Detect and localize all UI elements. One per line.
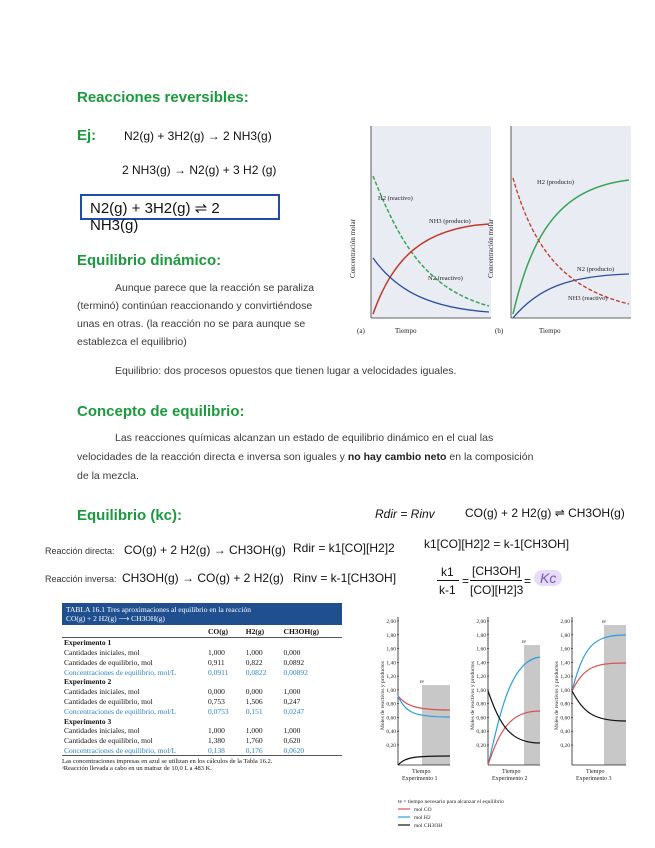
y-tick-label: 1,40: [476, 660, 486, 667]
table-header: H2(g): [245, 627, 265, 637]
table-footnote-2: ᵃReacción llevada a cabo en un matraz de 10,0 L a 483 K.: [62, 765, 212, 773]
teq-label: te: [420, 679, 424, 685]
y-tick-label: 2,00: [476, 619, 486, 625]
table-row: Cantidades de equilibrio, mol 0,911 0,822 0,0892: [64, 657, 305, 667]
heading-equilibrio-dinamico: Equilibrio dinámico:: [77, 252, 222, 269]
y-tick-label: 2,00: [560, 619, 570, 625]
graph-b-n2-label: N2 (producto): [577, 266, 615, 273]
table-row: Cantidades iniciales, mol 1,000 1,000 0,000: [64, 647, 301, 657]
table-row: Concentraciones de equilibrio, mol/L 0,138 0,176 0,0620: [62, 746, 342, 756]
equilibrio-definition: Equilibrio: dos procesos opuestos que tienen lugar a velocidades iguales.: [115, 365, 457, 377]
y-tick-label: 1,60: [476, 646, 486, 653]
y-tick-label: 0,20: [476, 743, 486, 749]
y-tick-label: 0,80: [386, 701, 396, 708]
inversa-rate: Rinv = k-1[CH3OH]: [293, 571, 397, 585]
y-tick-label: 1,20: [476, 674, 486, 681]
table-header: CO(g): [208, 627, 228, 637]
y-tick-label: 1,00: [560, 687, 570, 694]
table-body: [62, 627, 342, 756]
table-row: Cantidades iniciales, mol 0,000 0,000 1,000: [64, 687, 301, 697]
y-tick-label: 0,80: [560, 701, 570, 708]
x-axis-title: Tiempo: [502, 769, 521, 775]
y-tick-label: 1,40: [386, 660, 396, 667]
legend-label: te = tiempo necesario para alcanzar el equilibrio: [398, 799, 504, 805]
fraction-numerator: [CH3OH]: [472, 564, 521, 578]
y-tick-label: 1,80: [386, 632, 396, 639]
y-tick-label: 0,20: [386, 743, 396, 749]
concentration-graphs: [343, 118, 633, 346]
graph-b-background: [511, 126, 631, 318]
equation-forward: N2(g) + 3H2(g) → 2 NH3(g): [124, 129, 272, 143]
graph-a-n2-label: N2 (reactivo): [428, 275, 463, 282]
kc-symbol: Kc: [534, 570, 562, 586]
directa-rate: Rdir = k1[CO][H2]2: [293, 541, 395, 555]
table-header-row: [62, 627, 342, 637]
teq-label: te: [602, 619, 606, 625]
y-tick-label: 0,60: [386, 715, 396, 722]
legend-label: mol H2: [414, 815, 431, 821]
y-tick-label: 0,80: [476, 701, 486, 708]
inversa-label: Reacción inversa:: [45, 574, 117, 584]
table-row: Cantidades de equilibrio, mol 1,380 1,760 0,620: [64, 736, 301, 746]
concepto-text-3: en la composición: [449, 451, 534, 463]
legend-label: mol CH3OH: [414, 823, 443, 829]
concepto-text-2a: velocidades de la reacción directa e inversa son iguales y: [77, 451, 345, 463]
y-tick-label: 1,20: [560, 674, 570, 681]
y-tick-label: 0,40: [476, 729, 486, 736]
equals-sign-2: =: [524, 574, 532, 588]
teq-label: te: [522, 639, 526, 645]
panel-experimento-2: [488, 617, 540, 765]
panel-title: Experimento 3: [576, 776, 612, 782]
ratio-numerator: k1: [441, 565, 454, 579]
graph-b-x-label: Tiempo: [539, 327, 561, 335]
panel-title: Experimento 2: [492, 776, 528, 782]
y-tick-label: 0,20: [560, 743, 570, 749]
y-axis-title: Moles de reactivos y productos: [554, 661, 560, 730]
fraction-denominator: [CO][H2]3: [470, 583, 524, 597]
experiment-heading: Experimento 3: [64, 716, 112, 726]
heading-equilibrio-kc: Equilibrio (kc):: [77, 507, 182, 524]
concepto-text-4: de la mezcla.: [77, 470, 139, 482]
ej-label: Ej:: [77, 127, 97, 144]
moles-graphs: [370, 605, 642, 841]
equation-boxed: N2(g) + 3H2(g) ⇌ 2 NH3(g): [80, 194, 280, 220]
table-title-reaction: CO(g) + 2 H2(g) ⟶ CH3OH(g): [66, 614, 165, 623]
legend-label: mol CO: [414, 807, 432, 813]
y-tick-label: 1,80: [560, 632, 570, 639]
graph-b-label: (b): [495, 327, 504, 335]
panel-3-equilibrium-region: [604, 625, 626, 765]
dinamico-text-3: unas en otras. (la reacción no se para aunque se: [77, 318, 306, 330]
table-row: Cantidades de equilibrio, mol 0,753 1,506 0,247: [64, 696, 301, 706]
y-tick-label: 0,60: [476, 715, 486, 722]
panel-1-equilibrium-region: [422, 685, 450, 765]
concepto-bold: no hay cambio neto: [347, 451, 447, 463]
panel-experimento-3: [572, 617, 626, 765]
y-tick-label: 0,60: [560, 715, 570, 722]
y-tick-label: 1,00: [386, 687, 396, 694]
y-tick-label: 0,40: [560, 729, 570, 736]
equation-reverse: 2 NH3(g) → N2(g) + 3 H2 (g): [122, 163, 277, 177]
graph-a-x-label: Tiempo: [395, 327, 417, 335]
table-header: [62, 627, 206, 637]
graph-b-y-label: Concentración molar: [487, 219, 495, 278]
x-axis-title: Tiempo: [412, 769, 431, 775]
y-tick-label: 2,00: [386, 619, 396, 625]
y-tick-label: 1,40: [560, 660, 570, 667]
table-title: TABLA 16.1 Tres aproximaciones al equilibrio en la reacción: [66, 605, 251, 614]
table-title-bar: [62, 603, 342, 625]
y-tick-label: 1,60: [560, 646, 570, 653]
dinamico-text-1: Aunque parece que la reacción se paraliza: [115, 282, 315, 294]
experiment-heading: Experimento 1: [64, 638, 112, 648]
rdir-equals-rinv: Rdir = Rinv: [375, 507, 435, 521]
table-footnote-1: Las concentraciones impresas en azul se utilizan en los cálculos de la Tabla 16.2.: [62, 758, 273, 766]
heading-reacciones-reversibles: Reacciones reversibles:: [77, 89, 249, 106]
ratio-bar: [437, 580, 459, 581]
panel-experimento-1: [398, 617, 450, 765]
y-tick-label: 1,20: [386, 674, 396, 681]
dinamico-text-2: (terminó) continúan reaccionando y convirtiéndose: [77, 300, 313, 312]
panel-title: Experimento 1: [402, 776, 438, 782]
y-tick-label: 1,00: [476, 687, 486, 694]
y-tick-label: 1,80: [476, 632, 486, 639]
directa-equation: CO(g) + 2 H2(g) → CH3OH(g): [124, 543, 286, 557]
inversa-equation: CH3OH(g) → CO(g) + 2 H2(g): [122, 571, 284, 585]
heading-concepto-equilibrio: Concepto de equilibrio:: [77, 403, 245, 420]
ratio-denominator: k-1: [439, 583, 456, 597]
table-header: CH3OH(g): [283, 627, 319, 637]
table-row: Cantidades iniciales, mol 1,000 1,000 1,000: [64, 726, 301, 736]
dinamico-text-4: establezca el equilibrio): [77, 336, 187, 348]
table-row: Concentraciones de equilibrio, mol/L 0,0753 0,151 0,0247: [64, 706, 305, 716]
graph-a-y-label: Concentración molar: [349, 219, 357, 278]
graph-b-nh3-label: NH3 (reactivo): [568, 295, 608, 302]
y-axis-title: Moles de reactivos y productos: [380, 661, 386, 730]
graph-a-label: (a): [357, 327, 365, 335]
y-tick-label: 0,40: [386, 729, 396, 736]
graph-b-h2-label: H2 (producto): [537, 179, 575, 186]
graph-a-nh3-label: NH3 (producto): [429, 218, 471, 225]
fraction-bar: [470, 580, 522, 581]
concepto-text-2: [77, 448, 533, 467]
table-16-1: [62, 603, 342, 803]
table-row: Concentraciones de equilibrio, mol/L 0,0911 0,0822 0,00892: [64, 667, 308, 677]
directa-label: Reacción directa:: [45, 546, 115, 556]
graph-a-h2-label: H2 (reactivo): [378, 195, 413, 202]
k-equality: k1[CO][H2]2 = k-1[CH3OH]: [424, 537, 570, 551]
concepto-text-1: Las reacciones químicas alcanzan un estado de equilibrio dinámico en el cual las: [115, 432, 494, 444]
kc-reaction: CO(g) + 2 H2(g) ⇌ CH3OH(g): [465, 506, 625, 520]
equals-sign-1: =: [462, 574, 470, 588]
y-tick-label: 1,60: [386, 646, 396, 653]
experiment-heading: Experimento 2: [64, 677, 112, 687]
x-axis-title: Tiempo: [586, 769, 605, 775]
y-axis-title: Moles de reactivos y productos: [470, 661, 476, 730]
